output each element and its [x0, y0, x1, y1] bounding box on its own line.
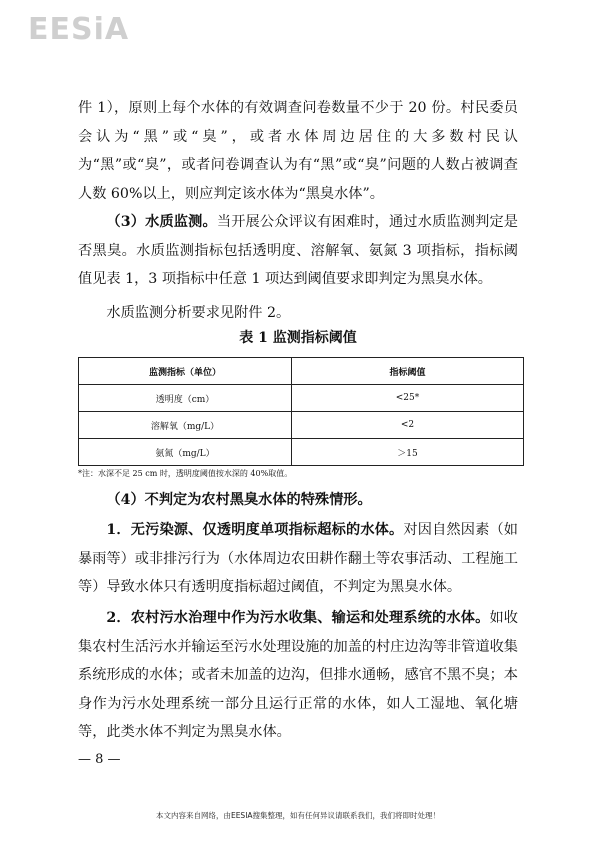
paragraph-case-2	[78, 604, 518, 747]
paragraph-text: 如收集农村生活污水并输运至污水处理设施的加盖的村庄边沟等非管道收集系统形成的水体；或者未加盖的边沟，但排水通畅，感官不黑不臭；本身作为污水处理系统一部分且运行正常的水体，如人工湿地、氧化塘等，此类水体不判定为黑臭水体。	[78, 610, 518, 740]
footer-disclaimer: 本文内容来自网络，由EESIA搜集整理，如有任何异议请联系我们，我们将即时处理！	[155, 811, 441, 820]
table-cell: 溶解氧（mg/L）	[79, 412, 292, 439]
paragraph-text: 对因自然因素（如暴雨等）或非排污行为（水体周边农田耕作翻土等农事活动、工程施工等）导致水体只有透明度指标超过阈值，不判定为黑臭水体。	[78, 522, 518, 595]
table-header-row	[79, 358, 524, 385]
paragraph-case-1	[78, 516, 518, 602]
table-row	[79, 439, 524, 466]
paragraph-annex-ref: 水质监测分析要求见附件 2。	[106, 305, 291, 321]
table-cell: <2	[292, 412, 524, 439]
table-cell: ＞15	[292, 439, 524, 466]
paragraph-public-survey: 件 1），原则上每个水体的有效调查问卷数量不少于 20 份。村民委员会认为“黑”或“臭”，或者水体周边居住的大多数村民认为“黑”或“臭”，或者问卷调查认为有“黑”或“臭”问题的人数占被调查人数 60%以上，则应判定该水体为“黑臭水体”。	[78, 100, 518, 202]
column-header: 监测指标（单位）	[79, 358, 292, 385]
eesia-logo: EESiA	[28, 12, 130, 47]
table-cell: 透明度（cm）	[79, 385, 292, 412]
section-heading-4: （4）不判定为农村黑臭水体的特殊情形。	[106, 492, 372, 508]
page-number: — 8 —	[78, 752, 121, 767]
table-cell: <25*	[292, 385, 524, 412]
paragraph-text: 当开展公众评议有困难时，通过水质监测判定是否黑臭。水质监测指标包括透明度、溶解氧、氨氮 3 项指标，指标阈值见表 1，3 项指标中任意 1 项达到阈值要求即判定为黑臭水体。	[78, 214, 518, 287]
section-heading-3: （3）水质监测。	[106, 214, 217, 230]
table-caption: 表 1 监测指标阈值	[239, 330, 357, 346]
indicator-threshold-table	[78, 357, 524, 466]
paragraph-water-monitoring	[78, 208, 518, 294]
table-cell: 氨氮（mg/L）	[79, 439, 292, 466]
table-row	[79, 385, 524, 412]
column-header: 指标阈值	[292, 358, 524, 385]
table-row	[79, 412, 524, 439]
case-heading: 2．农村污水治理中作为污水收集、输运和处理系统的水体。	[106, 610, 490, 626]
case-heading: 1．无污染源、仅透明度单项指标超标的水体。	[106, 522, 404, 538]
table-note: *注：水深不足 25 cm 时，透明度阈值按水深的 40%取值。	[78, 469, 293, 478]
